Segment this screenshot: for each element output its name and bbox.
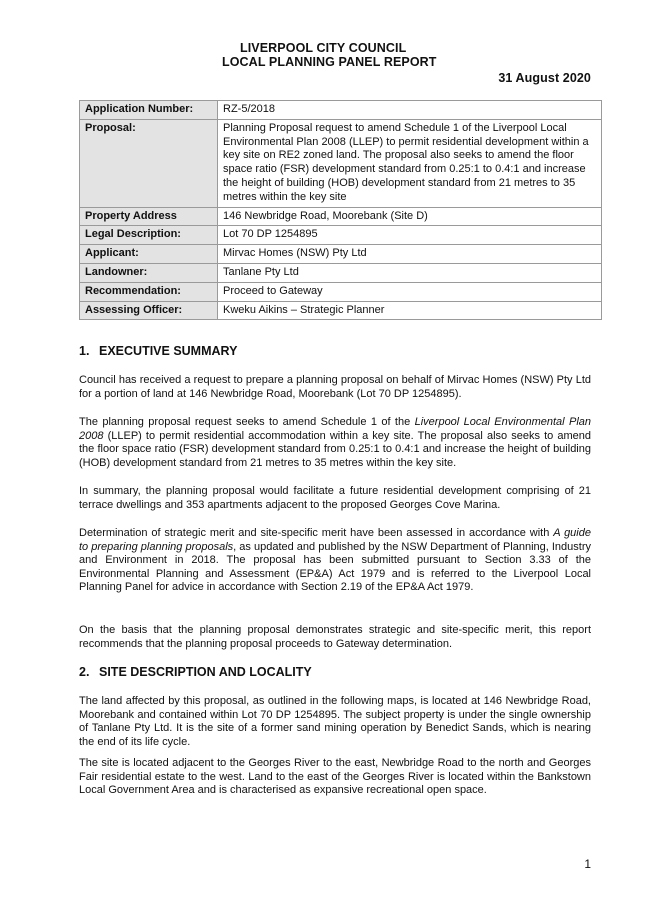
table-row	[80, 226, 602, 245]
paragraph: Determination of strategic merit and site-specific merit have been assessed in accordance with A guide to preparing planning proposals, as updated and published by the NSW Department of Planning, Industry and Environment in 2018. The proposal has been submitted pursuant to Section 3.33 of the Environmental Planning and Assessment (EP&A) Act 1979 and is referred to the Liverpool Local Planning Panel for advice in accordance with Section 2.19 of the EP&A Act 1979.	[79, 527, 592, 593]
paragraph: Council has received a request to prepare a planning proposal on behalf of Mirvac Homes (NSW) Pty Ltd for a portion of land at 146 Newbridge Road, Moorebank (Lot 70 DP 1254895).	[79, 374, 591, 400]
row-value: 146 Newbridge Road, Moorebank (Site D)	[218, 207, 602, 226]
paragraph: The planning proposal request seeks to amend Schedule 1 of the Liverpool Local Environmental Plan 2008 (LLEP) to permit residential accommodation within a key site. The proposal also seeks to amend the floor space ratio (FSR) development standard from 0.25:1 to 0.4:1 and increase the height of building (HOB) development standard from 21 metres to 35 metres within the key site.	[79, 416, 592, 469]
row-label: Recommendation:	[80, 282, 218, 301]
table-row	[80, 301, 602, 320]
row-label: Landowner:	[80, 263, 218, 282]
row-value: Mirvac Homes (NSW) Pty Ltd	[218, 245, 602, 264]
section-2-heading	[79, 665, 312, 679]
paragraph: The land affected by this proposal, as outlined in the following maps, is located at 146 Newbridge Road, Moorebank and contained within Lot 70 DP 1254895. The subject property is under the single ownership of Tanlane Pty Ltd. It is the site of a former sand mining operation by Benedict Sands, which is nearing the end of its life cycle.	[79, 695, 591, 748]
table-row	[80, 263, 602, 282]
row-label: Legal Description:	[80, 226, 218, 245]
paragraph: In summary, the planning proposal would facilitate a future residential development comprising of 21 terrace dwellings and 353 apartments adjacent to the proposed Georges Cove Marina.	[79, 485, 591, 511]
report-title: LOCAL PLANNING PANEL REPORT	[222, 55, 437, 69]
row-value: Planning Proposal request to amend Schedule 1 of the Liverpool Local Environmental Plan 2008 (LLEP) to permit residential development within a key site on RE2 zoned land. The proposal also seeks to amend the floor space ratio (FSR) development standard from 0.25:1 to 0.4:1 and increase the height of building (HOB) development standard from 21 metres to 35 metres within the key site	[218, 119, 602, 207]
row-label: Assessing Officer:	[80, 301, 218, 320]
row-label: Applicant:	[80, 245, 218, 264]
page-number: 1	[584, 857, 591, 871]
row-value: Kweku Aikins – Strategic Planner	[218, 301, 602, 320]
row-label: Proposal:	[80, 119, 218, 207]
application-info-table	[79, 100, 602, 320]
section-number: 2.	[79, 665, 90, 679]
table-row	[80, 245, 602, 264]
row-value: Proceed to Gateway	[218, 282, 602, 301]
section-number: 1.	[79, 344, 90, 358]
paragraph: On the basis that the planning proposal demonstrates strategic and site-specific merit, this report recommends that the planning proposal proceeds to Gateway determination.	[79, 624, 591, 650]
section-title: EXECUTIVE SUMMARY	[99, 344, 238, 358]
row-value: Tanlane Pty Ltd	[218, 263, 602, 282]
table-row	[80, 119, 602, 207]
row-label: Application Number:	[80, 101, 218, 120]
row-label: Property Address	[80, 207, 218, 226]
guide-title: A guide to preparing planning proposals	[79, 527, 591, 553]
row-value: RZ-5/2018	[218, 101, 602, 120]
section-title: SITE DESCRIPTION AND LOCALITY	[99, 665, 312, 679]
report-date: 31 August 2020	[498, 71, 591, 85]
table-row	[80, 207, 602, 226]
row-value: Lot 70 DP 1254895	[218, 226, 602, 245]
council-name: LIVERPOOL CITY COUNCIL	[240, 41, 407, 55]
table-row	[80, 282, 602, 301]
section-1-heading	[79, 344, 237, 358]
plan-title: Liverpool Local Environmental Plan 2008	[79, 416, 592, 442]
table-row	[80, 101, 602, 120]
paragraph: The site is located adjacent to the Georges River to the east, Newbridge Road to the north and Georges Fair residential estate to the west. Land to the east of the Georges River is located within the Bankstown Local Government Area and is characterised as expansive recreational open space.	[79, 757, 591, 796]
